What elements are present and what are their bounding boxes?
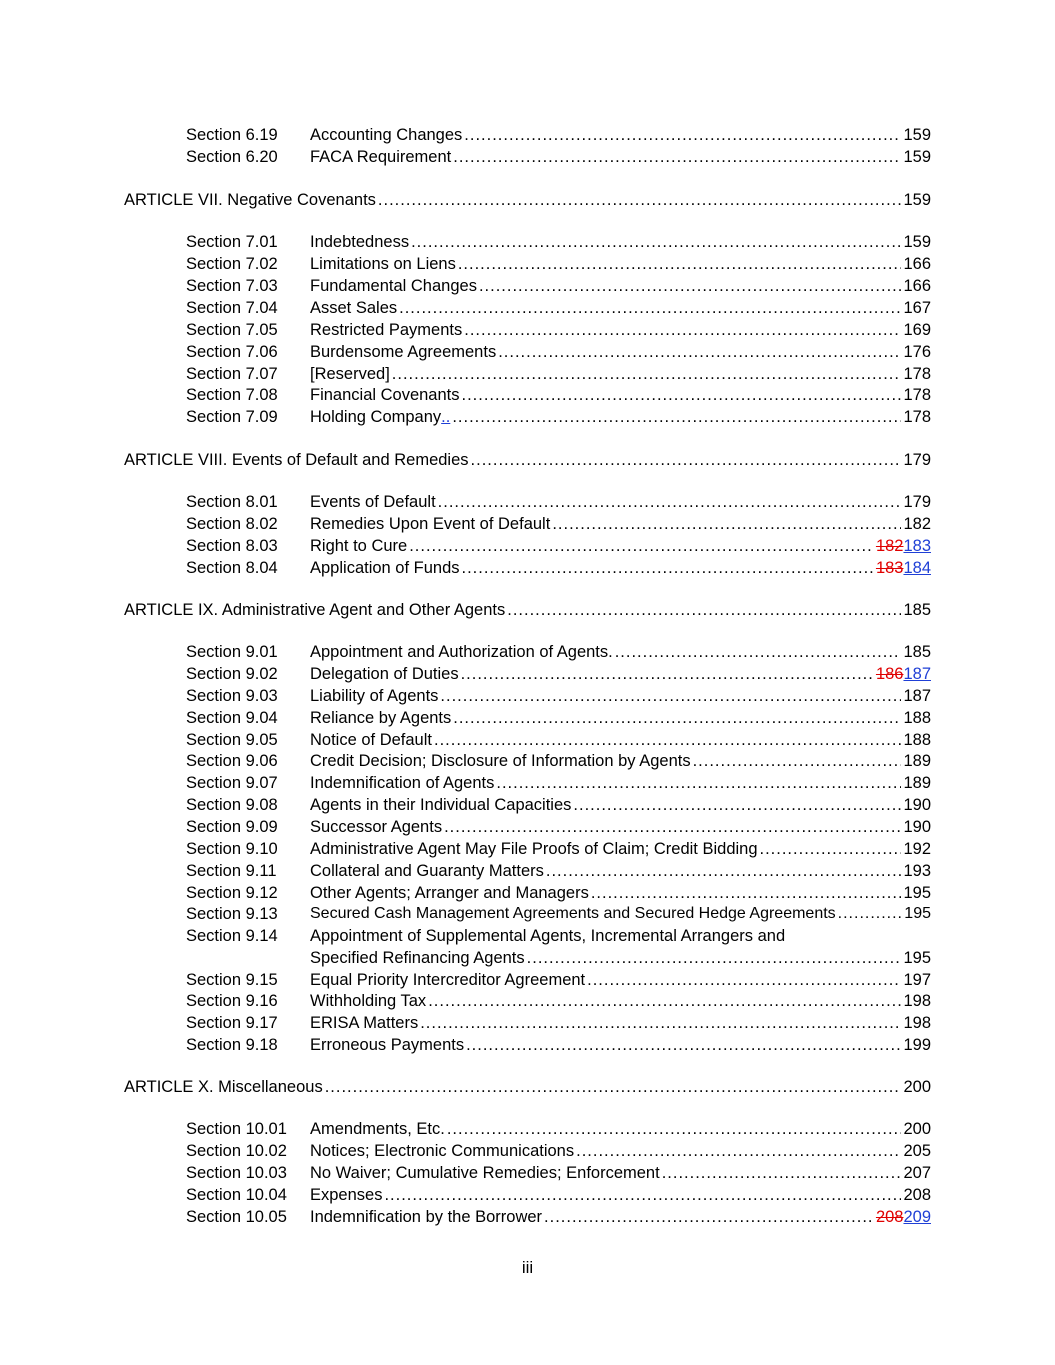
section-number: Section 9.12 xyxy=(186,884,278,902)
section-number: Section 10.04 xyxy=(186,1186,287,1204)
page-number: 176 xyxy=(903,343,931,361)
page-number: 205 xyxy=(903,1142,931,1160)
section-number: Section 9.07 xyxy=(186,774,278,792)
section-number: Section 7.09 xyxy=(186,408,278,426)
section-title: Application of Funds xyxy=(310,559,460,577)
deleted-page-number: 182 xyxy=(875,537,904,555)
section-title-line2: Specified Refinancing Agents xyxy=(310,949,525,967)
page-number: 200 xyxy=(903,1120,931,1138)
toc-row-9-10[interactable] xyxy=(0,838,1055,860)
leader-dots xyxy=(466,1034,901,1056)
page-number: 198 xyxy=(903,992,931,1010)
section-number: Section 7.02 xyxy=(186,255,278,273)
section-number: Section 8.01 xyxy=(186,493,278,511)
section-title: Other Agents; Arranger and Managers xyxy=(310,884,589,902)
leader-dots xyxy=(693,750,902,772)
section-number: Section 7.01 xyxy=(186,233,278,251)
page-number: 185 xyxy=(903,601,931,619)
section-number: Section 8.04 xyxy=(186,559,278,577)
leader-dots xyxy=(507,599,901,621)
toc-row-9-09[interactable] xyxy=(0,816,1055,838)
leader-dots xyxy=(496,772,901,794)
page-number: 207 xyxy=(903,1164,931,1182)
page-number: 188 xyxy=(903,731,931,749)
toc-row-7-02[interactable] xyxy=(0,253,1055,275)
leader-dots xyxy=(471,449,902,471)
leader-dots xyxy=(420,1012,901,1034)
leader-dots xyxy=(546,860,902,882)
section-title: Secured Cash Management Agreements and Secured Hedge Agreements xyxy=(310,905,836,922)
section-number: Section 9.17 xyxy=(186,1014,278,1032)
toc-row-8-01[interactable] xyxy=(0,491,1055,513)
toc-row-9-12[interactable] xyxy=(0,882,1055,904)
section-number: Section 9.05 xyxy=(186,731,278,749)
section-title: Limitations on Liens xyxy=(310,255,456,273)
leader-dots xyxy=(462,384,902,406)
page-number-revised xyxy=(876,1206,931,1228)
section-number: Section 9.15 xyxy=(186,971,278,989)
section-number: Section 10.01 xyxy=(186,1120,287,1138)
leader-dots xyxy=(587,969,901,991)
page-number: 178 xyxy=(903,386,931,404)
section-number: Section 7.04 xyxy=(186,299,278,317)
section-title: Delegation of Duties xyxy=(310,665,459,683)
section-number: Section 7.05 xyxy=(186,321,278,339)
section-title: Notice of Default xyxy=(310,731,432,749)
leader-dots xyxy=(464,124,901,146)
deleted-page-number: 186 xyxy=(875,665,904,683)
section-number: Section 9.02 xyxy=(186,665,278,683)
section-title: Asset Sales xyxy=(310,299,398,317)
page-number: 189 xyxy=(903,752,931,770)
section-number: Section 9.18 xyxy=(186,1036,278,1054)
leader-dots xyxy=(615,641,902,663)
footer-page-number: iii xyxy=(521,1258,534,1277)
toc-row-7-06[interactable] xyxy=(0,341,1055,363)
section-title: Agents in their Individual Capacities xyxy=(310,796,572,814)
leader-dots xyxy=(384,1184,901,1206)
leader-dots xyxy=(452,406,901,428)
section-title: Events of Default xyxy=(310,493,436,511)
leader-dots xyxy=(662,1162,902,1184)
section-number: Section 9.01 xyxy=(186,643,278,661)
page-number: 195 xyxy=(904,905,931,922)
leader-dots xyxy=(378,189,902,211)
article-title: ARTICLE VIII. Events of Default and Remedies xyxy=(124,451,469,469)
leader-dots xyxy=(458,253,902,275)
toc-row-9-14-continued[interactable] xyxy=(0,947,1055,969)
deleted-page-number: 208 xyxy=(875,1208,904,1226)
section-number: Section 8.02 xyxy=(186,515,278,533)
leader-dots xyxy=(411,231,901,253)
article-title: ARTICLE IX. Administrative Agent and Other Agents xyxy=(124,601,506,619)
page-number: 199 xyxy=(903,1036,931,1054)
section-number: Section 10.02 xyxy=(186,1142,287,1160)
section-title: Remedies Upon Event of Default xyxy=(310,515,551,533)
section-number: Section 10.05 xyxy=(186,1208,287,1226)
toc-row-10-03[interactable] xyxy=(0,1162,1055,1184)
leader-dots xyxy=(438,491,902,513)
section-title: Administrative Agent May File Proofs of Claim; Credit Bidding xyxy=(310,840,758,858)
toc-row-9-17[interactable] xyxy=(0,1012,1055,1034)
toc-article-x[interactable] xyxy=(0,1076,1055,1098)
toc-row-9-11[interactable] xyxy=(0,860,1055,882)
section-number: Section 9.11 xyxy=(186,862,277,880)
toc-row-8-03[interactable] xyxy=(0,535,1055,557)
toc-row-7-07[interactable] xyxy=(0,363,1055,385)
leader-dots xyxy=(399,297,901,319)
section-number: Section 7.08 xyxy=(186,386,278,404)
section-title: Restricted Payments xyxy=(310,321,463,339)
toc-row-6-20[interactable] xyxy=(0,146,1055,168)
page-number: 208 xyxy=(903,1186,931,1204)
page-number: 178 xyxy=(903,408,931,426)
inserted-page-number[interactable]: 209 xyxy=(903,1208,931,1226)
inserted-page-number[interactable]: 184 xyxy=(903,559,931,577)
section-title: Reliance by Agents xyxy=(310,709,452,727)
toc-row-7-04[interactable] xyxy=(0,297,1055,319)
leader-dots xyxy=(760,838,902,860)
toc-row-7-05[interactable] xyxy=(0,319,1055,341)
page-number: 167 xyxy=(903,299,931,317)
toc-row-8-02[interactable] xyxy=(0,513,1055,535)
section-title: Right to Cure xyxy=(310,537,408,555)
page-number: 159 xyxy=(903,126,931,144)
section-title: Notices; Electronic Communications xyxy=(310,1142,575,1160)
section-title: Expenses xyxy=(310,1186,383,1204)
section-title: Withholding Tax xyxy=(310,992,427,1010)
toc-row-7-03[interactable] xyxy=(0,275,1055,297)
section-title: [Reserved] xyxy=(310,365,390,383)
hyperlink-dots[interactable]: .. xyxy=(441,408,451,426)
section-title: Appointment and Authorization of Agents. xyxy=(310,643,613,661)
section-number: Section 7.07 xyxy=(186,365,278,383)
toc-row-9-15[interactable] xyxy=(0,969,1055,991)
leader-dots xyxy=(573,794,901,816)
leader-dots xyxy=(453,146,901,168)
page-number-revised xyxy=(876,557,931,579)
leader-dots xyxy=(453,707,901,729)
page-number: 178 xyxy=(903,365,931,383)
section-title: Collateral and Guaranty Matters xyxy=(310,862,544,880)
toc-row-10-05[interactable] xyxy=(0,1206,1055,1228)
section-number: Section 9.03 xyxy=(186,687,278,705)
toc-row-9-13[interactable] xyxy=(0,903,1055,925)
section-title: Burdensome Agreements xyxy=(310,343,497,361)
leader-dots xyxy=(462,557,874,579)
toc-row-10-01[interactable] xyxy=(0,1118,1055,1140)
toc-row-6-19[interactable] xyxy=(0,124,1055,146)
page-number: 159 xyxy=(903,233,931,251)
page-number: 190 xyxy=(903,818,931,836)
leader-dots xyxy=(591,882,902,904)
section-number: Section 9.16 xyxy=(186,992,278,1010)
toc-row-9-01[interactable] xyxy=(0,641,1055,663)
page-number: 185 xyxy=(903,643,931,661)
toc-article-vii[interactable] xyxy=(0,189,1055,211)
toc-row-9-07[interactable] xyxy=(0,772,1055,794)
toc-row-7-09[interactable] xyxy=(0,406,1055,428)
page-number: 188 xyxy=(903,709,931,727)
leader-dots xyxy=(576,1140,901,1162)
page-number: 179 xyxy=(903,493,931,511)
section-title: FACA Requirement xyxy=(310,148,452,166)
inserted-page-number[interactable]: 187 xyxy=(903,665,931,683)
section-title: Credit Decision; Disclosure of Information by Agents xyxy=(310,752,691,770)
page-number-revised xyxy=(876,663,931,685)
page-number: 195 xyxy=(903,884,931,902)
page-number: 166 xyxy=(903,255,931,273)
section-title: Liability of Agents xyxy=(310,687,439,705)
section-number: Section 8.03 xyxy=(186,537,278,555)
deleted-page-number: 183 xyxy=(875,559,904,577)
section-title: ERISA Matters xyxy=(310,1014,419,1032)
page-number: 192 xyxy=(903,840,931,858)
section-title: Indebtedness xyxy=(310,233,410,251)
section-number: Section 7.03 xyxy=(186,277,278,295)
toc-article-viii[interactable] xyxy=(0,449,1055,471)
toc-article-ix[interactable] xyxy=(0,599,1055,621)
page-number: 200 xyxy=(903,1078,931,1096)
page-number: 159 xyxy=(903,191,931,209)
leader-dots xyxy=(527,947,902,969)
section-title: Indemnification of Agents xyxy=(310,774,495,792)
section-title: Equal Priority Intercreditor Agreement xyxy=(310,971,586,989)
leader-dots xyxy=(544,1206,874,1228)
leader-dots xyxy=(409,535,874,557)
section-number: Section 9.06 xyxy=(186,752,278,770)
page-number: 187 xyxy=(903,687,931,705)
toc-row-7-01[interactable] xyxy=(0,231,1055,253)
toc-row-10-04[interactable] xyxy=(0,1184,1055,1206)
article-title: ARTICLE VII. Negative Covenants xyxy=(124,191,376,209)
toc-row-10-02[interactable] xyxy=(0,1140,1055,1162)
section-title: Holding Company xyxy=(310,408,442,426)
section-title: Amendments, Etc. xyxy=(310,1120,445,1138)
section-number: Section 7.06 xyxy=(186,343,278,361)
leader-dots xyxy=(498,341,901,363)
section-number: Section 6.20 xyxy=(186,148,278,166)
leader-dots xyxy=(552,513,901,535)
page-number: 179 xyxy=(903,451,931,469)
section-title: Erroneous Payments xyxy=(310,1036,465,1054)
toc-row-9-05[interactable] xyxy=(0,729,1055,751)
page-number: 182 xyxy=(903,515,931,533)
page-number: 193 xyxy=(903,862,931,880)
section-title: Indemnification by the Borrower xyxy=(310,1208,543,1226)
section-number: Section 6.19 xyxy=(186,126,278,144)
toc-row-9-18[interactable] xyxy=(0,1034,1055,1056)
toc-row-9-06[interactable] xyxy=(0,750,1055,772)
section-number: Section 9.14 xyxy=(186,927,278,945)
section-number: Section 9.08 xyxy=(186,796,278,814)
section-number: Section 10.03 xyxy=(186,1164,287,1182)
page-number-revised xyxy=(876,535,931,557)
toc-row-9-16[interactable] xyxy=(0,990,1055,1012)
toc-row-9-04[interactable] xyxy=(0,707,1055,729)
section-title: Financial Covenants xyxy=(310,386,460,404)
toc-row-8-04[interactable] xyxy=(0,557,1055,579)
leader-dots xyxy=(428,990,901,1012)
page-number: 197 xyxy=(903,971,931,989)
toc-row-9-03[interactable] xyxy=(0,685,1055,707)
leader-dots xyxy=(440,685,901,707)
page-number: 166 xyxy=(903,277,931,295)
page-number: 190 xyxy=(903,796,931,814)
leader-dots xyxy=(479,275,902,297)
leader-dots xyxy=(325,1076,902,1098)
section-title: No Waiver; Cumulative Remedies; Enforcement xyxy=(310,1164,660,1182)
section-title: Successor Agents xyxy=(310,818,443,836)
toc-row-9-08[interactable] xyxy=(0,794,1055,816)
section-number: Section 9.10 xyxy=(186,840,278,858)
leader-dots xyxy=(444,816,901,838)
page-number: 195 xyxy=(903,949,931,967)
leader-dots xyxy=(464,319,901,341)
article-title: ARTICLE X. Miscellaneous xyxy=(124,1078,323,1096)
leader-dots xyxy=(434,729,901,751)
leader-dots xyxy=(461,663,874,685)
section-number: Section 9.04 xyxy=(186,709,278,727)
page-number: 169 xyxy=(903,321,931,339)
toc-row-9-14[interactable] xyxy=(0,925,1055,947)
leader-dots xyxy=(838,903,903,925)
page-number: 159 xyxy=(903,148,931,166)
section-number: Section 9.13 xyxy=(186,905,278,923)
page-number: 198 xyxy=(903,1014,931,1032)
toc-row-7-08[interactable] xyxy=(0,384,1055,406)
inserted-page-number[interactable]: 183 xyxy=(903,537,931,555)
section-number: Section 9.09 xyxy=(186,818,278,836)
section-title-line1: Appointment of Supplemental Agents, Incremental Arrangers and xyxy=(310,927,786,945)
section-title: Accounting Changes xyxy=(310,126,463,144)
leader-dots xyxy=(447,1118,902,1140)
leader-dots xyxy=(392,363,902,385)
toc-row-9-02[interactable] xyxy=(0,663,1055,685)
page-number: 189 xyxy=(903,774,931,792)
section-title: Fundamental Changes xyxy=(310,277,477,295)
